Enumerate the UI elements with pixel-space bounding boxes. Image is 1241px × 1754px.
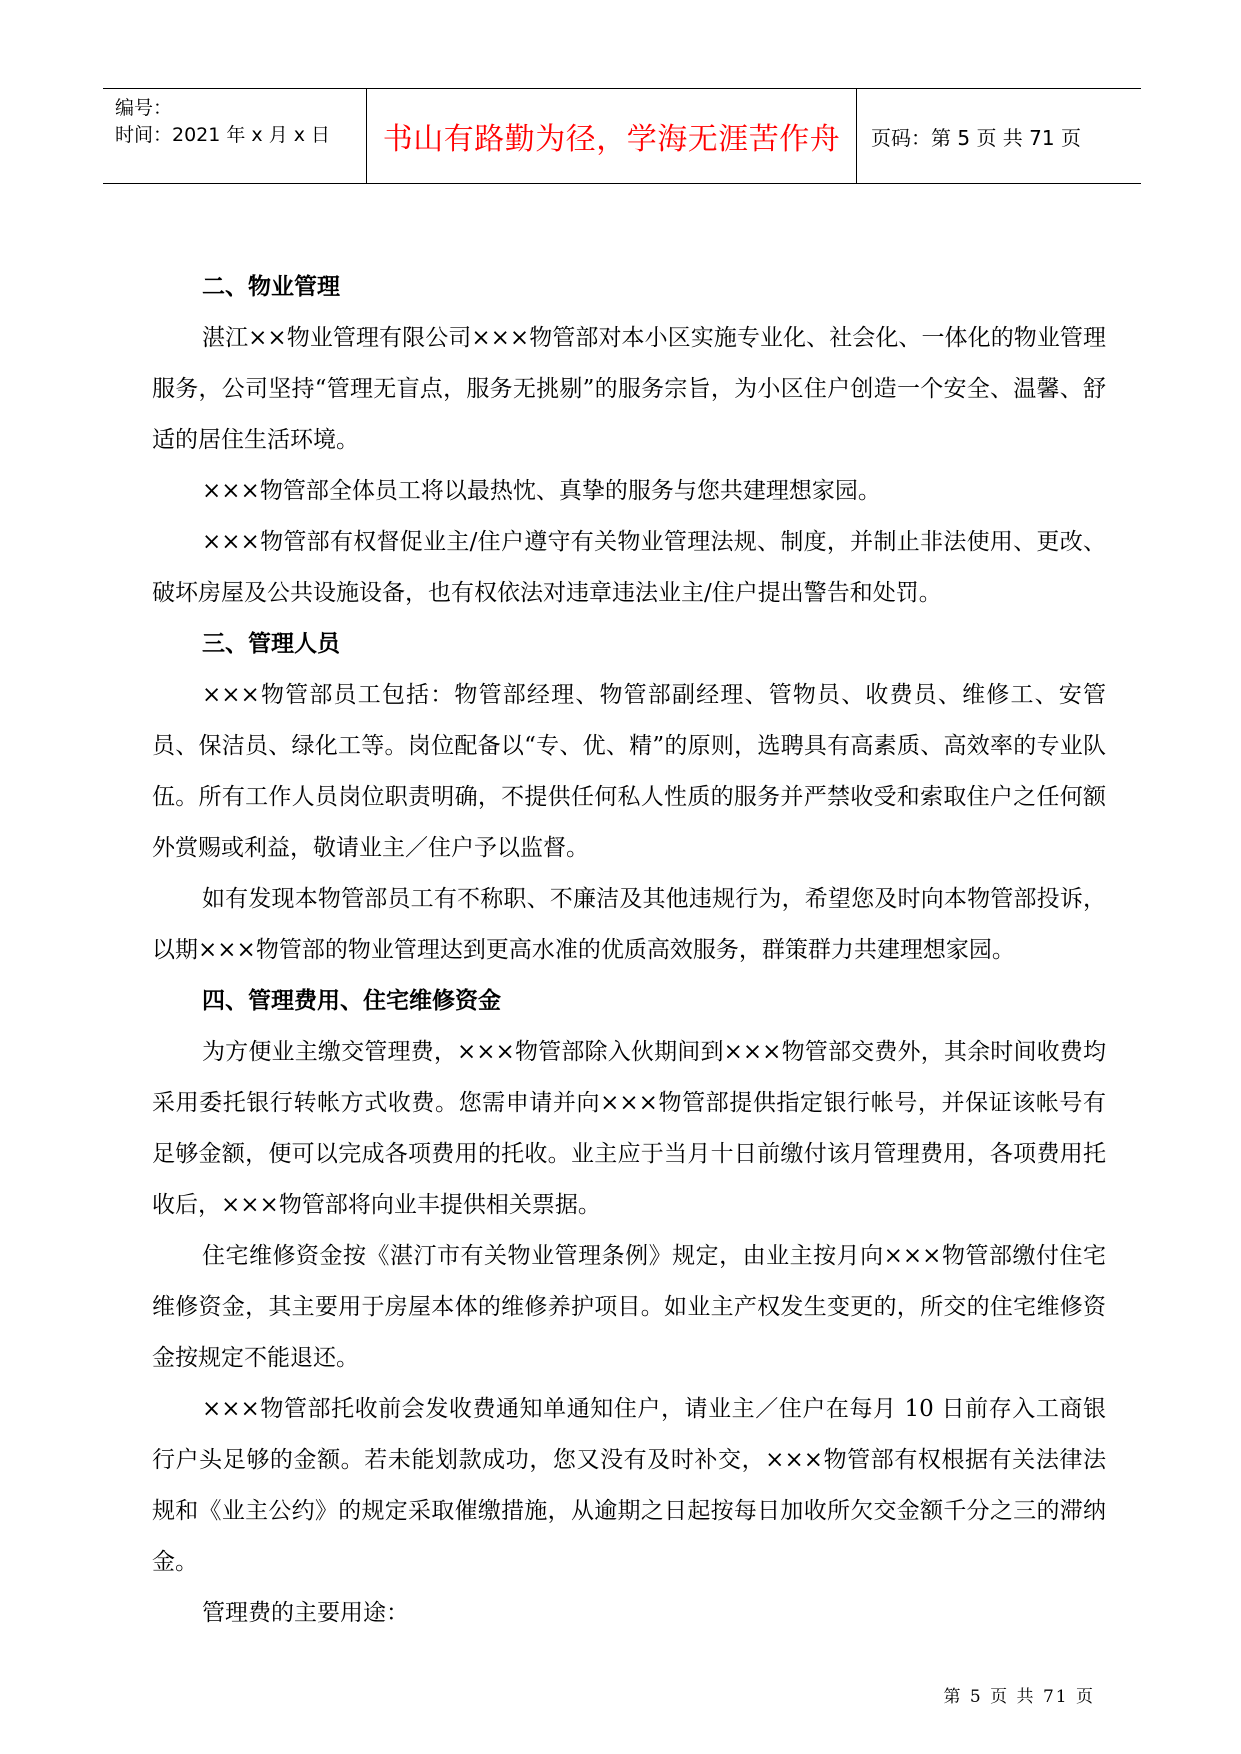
- paragraph: 住宅维修资金按《湛汀市有关物业管理条例》规定，由业主按月向×××物管部缴付住宅维修资金，其主要用于房屋本体的维修养护项目。如业主产权发生变更的，所交的住宅维修资金按规定不能退还。: [152, 1243, 1106, 1371]
- section-heading: 三、管理人员: [202, 631, 340, 657]
- header-motto: 书山有路勤为径，学海无涯苦作舟: [367, 89, 857, 183]
- paragraph: ×××物管部托收前会发收费通知单通知住户，请业主／住户在每月 10 日前存入工商银行户头足够的金额。若未能划款成功，您又没有及时补交，×××物管部有权根据有关法律法规和《业主公约》的规定采取催缴措施，从逾期之日起按每日加收所欠交金额千分之三的滞纳金。: [152, 1396, 1106, 1575]
- header-number-label: 编号：: [115, 97, 173, 119]
- paragraph: ×××物管部全体员工将以最热忱、真挚的服务与您共建理想家园。: [202, 478, 881, 504]
- paragraph: ×××物管部有权督促业主/住户遵守有关物业管理法规、制度，并制止非法使用、更改、破坏房屋及公共设施设备，也有权依法对违章违法业主/住户提出警告和处罚。: [152, 529, 1106, 606]
- section-heading: 二、物业管理: [202, 274, 340, 300]
- paragraph: 管理费的主要用途：: [202, 1600, 409, 1626]
- header-time-label: 时间：2021 年 x 月 x 日: [115, 124, 331, 146]
- header-page-info: 页码：第 5 页 共 71 页: [871, 125, 1081, 150]
- section-heading: 四、管理费用、住宅维修资金: [202, 988, 501, 1014]
- document-body: [152, 262, 1106, 1639]
- page-header: [103, 88, 1141, 184]
- header-meta: [103, 89, 367, 183]
- paragraph: 湛江××物业管理有限公司×××物管部对本小区实施专业化、社会化、一体化的物业管理服务，公司坚持“管理无盲点，服务无挑剔”的服务宗旨，为小区住户创造一个安全、温馨、舒适的居住生活环境。: [152, 325, 1106, 453]
- page-footer: 第 5 页 共 71 页: [943, 1687, 1095, 1707]
- paragraph: 如有发现本物管部员工有不称职、不廉洁及其他违规行为，希望您及时向本物管部投诉，以期×××物管部的物业管理达到更高水准的优质高效服务，群策群力共建理想家园。: [152, 886, 1106, 963]
- paragraph: 为方便业主缴交管理费，×××物管部除入伙期间到×××物管部交费外，其余时间收费均采用委托银行转帐方式收费。您需申请并向×××物管部提供指定银行帐号，并保证该帐号有足够金额，便可以完成各项费用的托收。业主应于当月十日前缴付该月管理费用，各项费用托收后，×××物管部将向业丰提供相关票据。: [152, 1039, 1106, 1218]
- paragraph: ×××物管部员工包括：物管部经理、物管部副经理、管物员、收费员、维修工、安管员、保洁员、绿化工等。岗位配备以“专、优、精”的原则，选聘具有高素质、高效率的专业队伍。所有工作人员岗位职责明确，不提供任何私人性质的服务并严禁收受和索取住户之任何额外赏赐或利益，敬请业主／住户予以监督。: [152, 682, 1106, 861]
